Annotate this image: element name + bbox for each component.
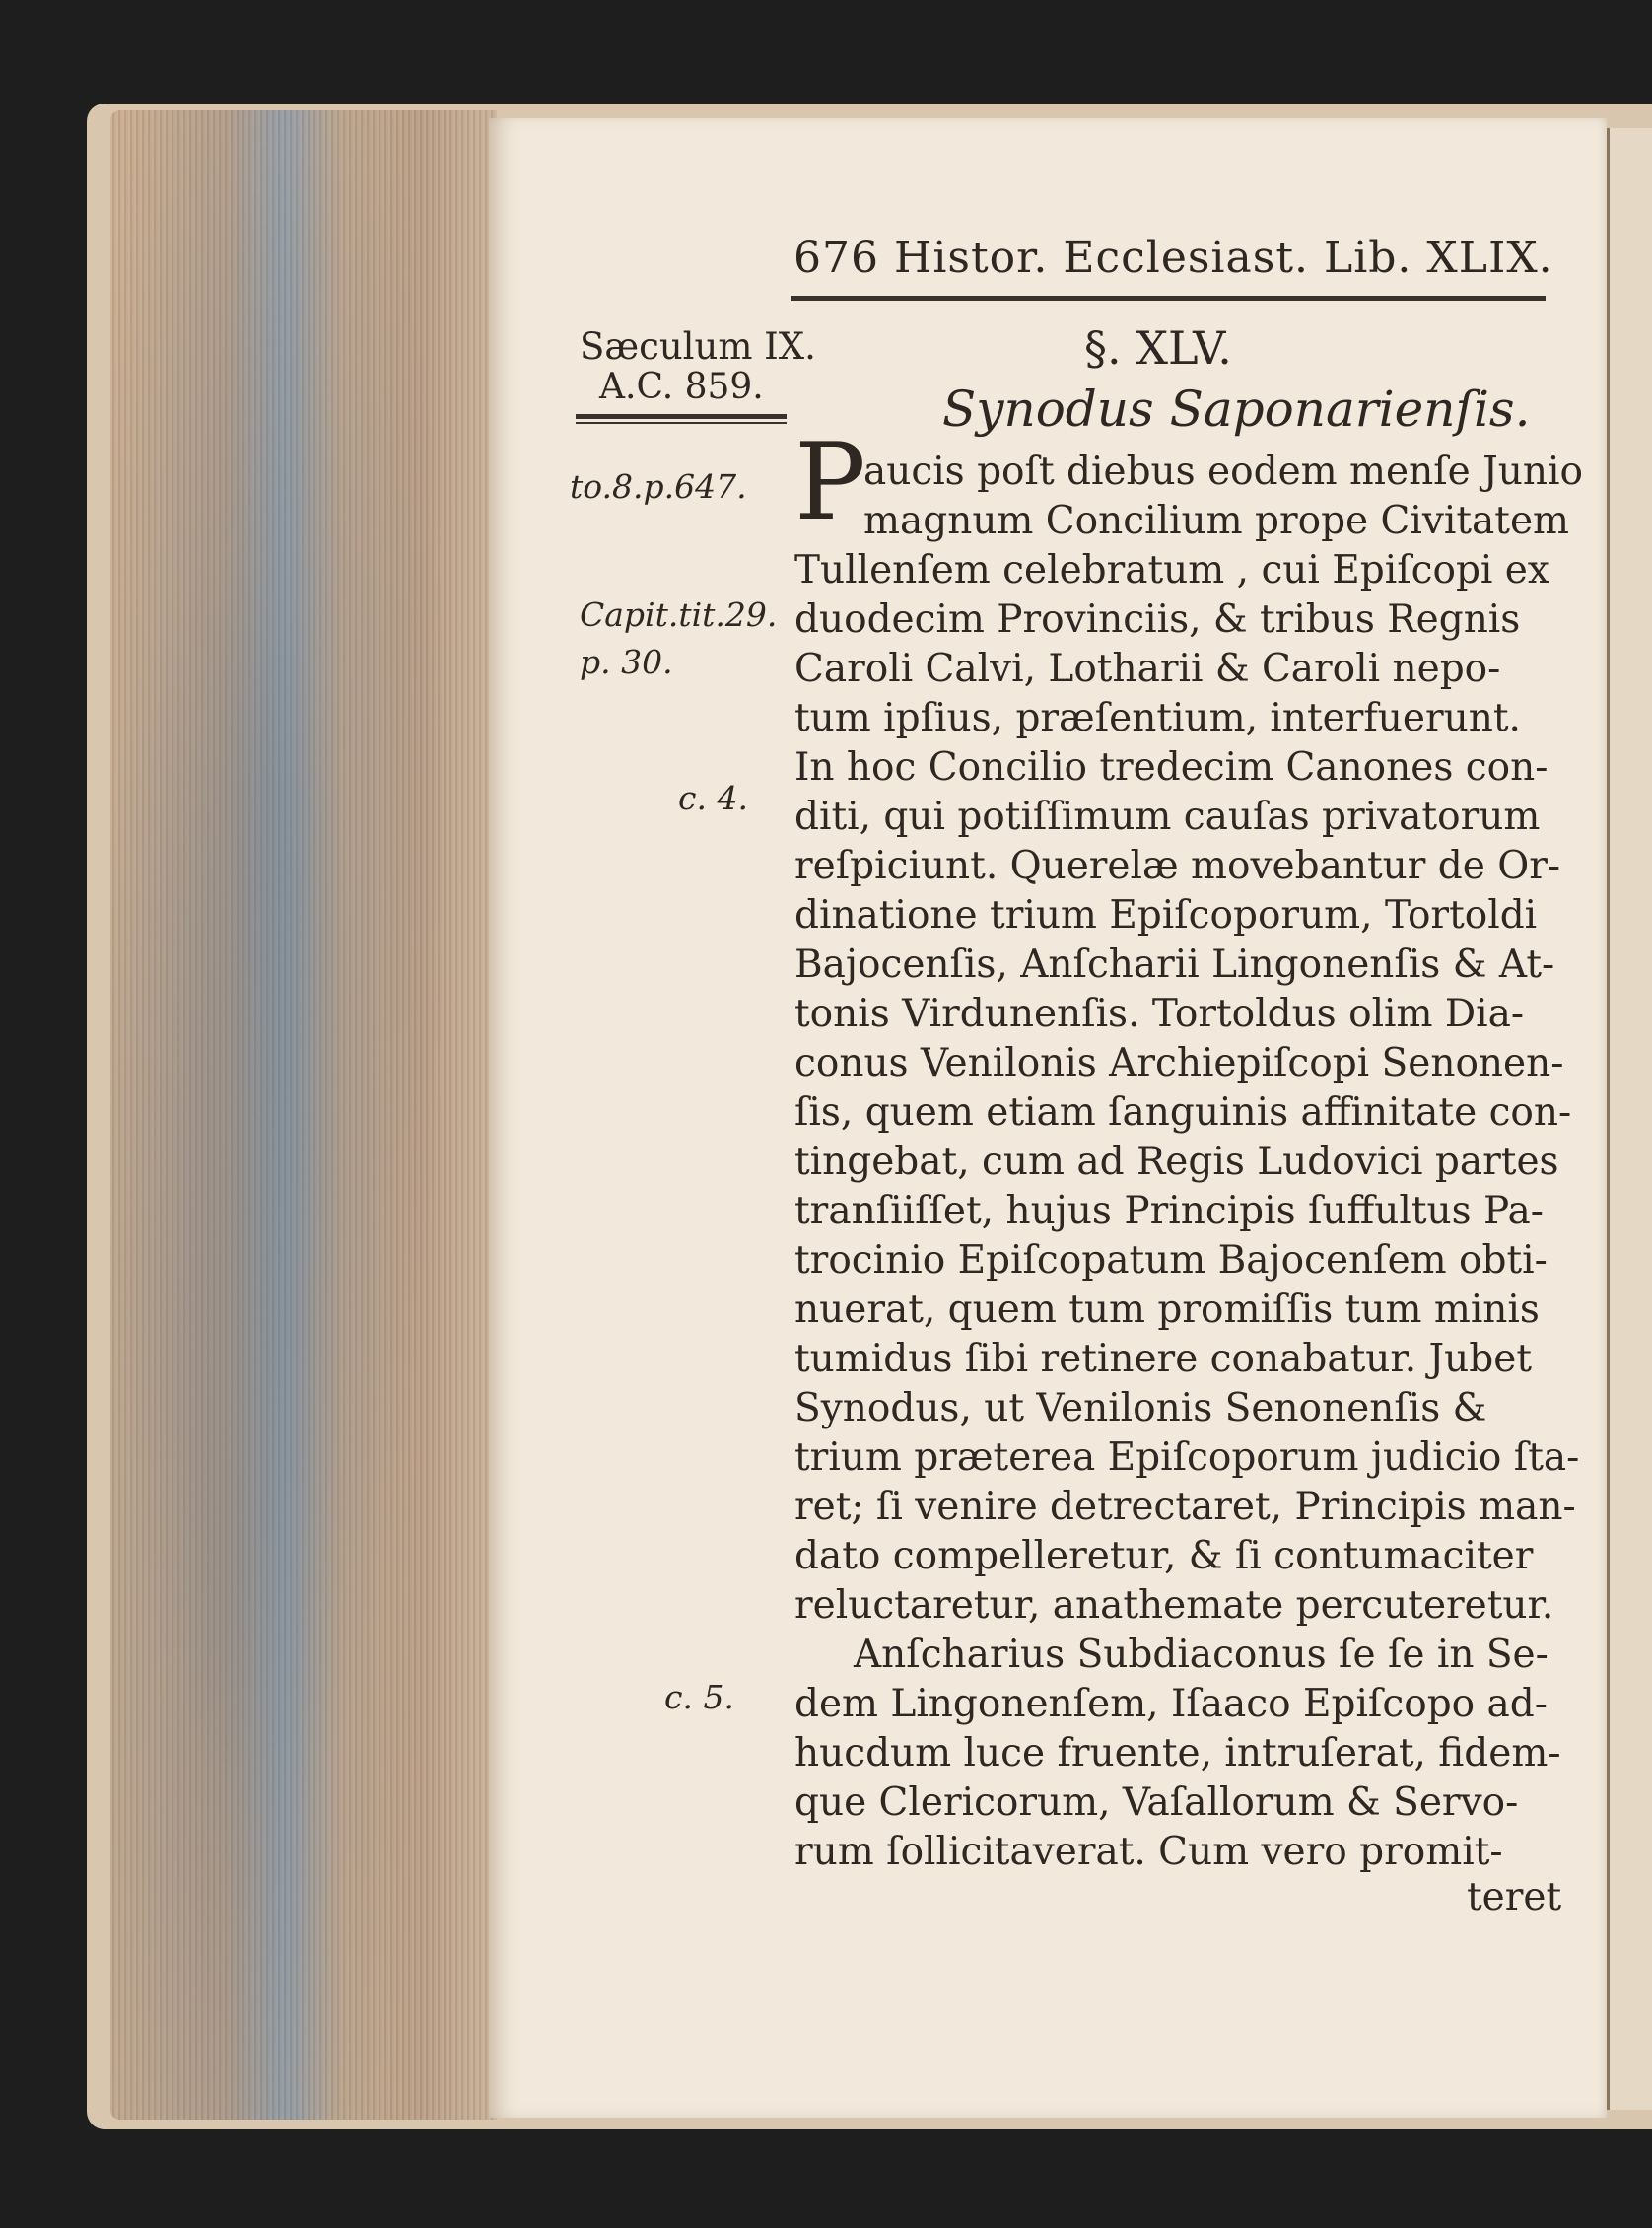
text-line: tum ipſius, præſentium, interfuerunt. bbox=[794, 696, 1521, 740]
fore-edge-marbling bbox=[110, 110, 497, 2120]
text-line: In hoc Concilio tredecim Canones con- bbox=[794, 745, 1549, 790]
text-line: conus Venilonis Archiepiſcopi Senonen- bbox=[794, 1041, 1564, 1085]
margin-rule-thin bbox=[576, 422, 787, 424]
margin-note-1: to.8.p.647. bbox=[570, 467, 747, 506]
text-line: ſis, quem etiam ſanguinis affinitate con- bbox=[794, 1090, 1572, 1135]
text-line: duodecim Provinciis, & tribus Regnis bbox=[794, 597, 1521, 642]
text-line: Caroli Calvi, Lotharii & Caroli nepo- bbox=[794, 647, 1501, 691]
text-line: diti, qui potiſſimum cauſas privatorum bbox=[794, 795, 1541, 839]
text-line: tonis Virdunenſis. Tortoldus olim Dia- bbox=[794, 992, 1525, 1036]
catchword: teret bbox=[1467, 1875, 1562, 1919]
text-line: dato compelleretur, & ſi contumaciter bbox=[794, 1534, 1534, 1578]
header-rule bbox=[791, 296, 1546, 301]
text-line: hucdum luce fruente, intruſerat, fidem- bbox=[794, 1731, 1561, 1775]
margin-year: A.C. 859. bbox=[599, 367, 764, 407]
section-title: Synodus Saponarienſis. bbox=[942, 381, 1531, 438]
margin-era: Sæculum IX. bbox=[580, 325, 816, 368]
text-line: reluctaretur, anathemate percuteretur. bbox=[794, 1583, 1554, 1628]
text-line: que Clericorum, Vaſallorum & Servo- bbox=[794, 1780, 1519, 1825]
text-line: reſpiciunt. Querelæ movebantur de Or- bbox=[794, 844, 1561, 888]
margin-note-2: Capit.tit.29. bbox=[580, 595, 778, 634]
text-line: rum ſollicitaverat. Cum vero promit- bbox=[794, 1830, 1503, 1874]
text-line: ret; ſi venire detrectaret, Principis man- bbox=[794, 1485, 1576, 1529]
text-line: tranſiiſſet, hujus Principis ſuffultus Pa- bbox=[794, 1189, 1544, 1233]
margin-rule bbox=[576, 414, 787, 419]
text-line: Tullenſem celebratum , cui Epiſcopi ex bbox=[794, 548, 1549, 592]
margin-note-4: c. 4. bbox=[678, 779, 748, 817]
text-line: Bajocenſis, Anſcharii Lingonenſis & At- bbox=[794, 942, 1555, 987]
text-line: Anſcharius Subdiaconus ſe ſe in Se- bbox=[854, 1633, 1549, 1677]
text-line: nuerat, quem tum promiſſis tum minis bbox=[794, 1288, 1540, 1332]
margin-note-5: c. 5. bbox=[664, 1678, 734, 1716]
text-line: aucis poſt diebus eodem menſe Junio bbox=[863, 450, 1583, 494]
running-header: 676 Histor. Ecclesiast. Lib. XLIX. bbox=[793, 233, 1553, 283]
text-line: tumidus ſibi retinere conabatur. Jubet bbox=[794, 1337, 1532, 1381]
text-line: magnum Concilium prope Civitatem bbox=[863, 499, 1570, 543]
drop-cap: P bbox=[794, 421, 866, 544]
text-line: trocinio Epiſcopatum Bajocenſem obti- bbox=[794, 1238, 1548, 1283]
text-line: Synodus, ut Venilonis Senonenſis & bbox=[794, 1386, 1487, 1430]
text-line: trium præterea Epiſcoporum judicio ſta- bbox=[794, 1435, 1580, 1480]
text-line: dinatione trium Epiſcoporum, Tortoldi bbox=[794, 893, 1538, 938]
text-line: dem Lingonenſem, Iſaaco Epiſcopo ad- bbox=[794, 1682, 1548, 1726]
margin-note-3: p. 30. bbox=[580, 643, 673, 681]
text-line: tingebat, cum ad Regis Ludovici partes bbox=[794, 1140, 1559, 1184]
section-number: §. XLV. bbox=[1084, 321, 1232, 375]
facing-page-edge bbox=[1607, 128, 1652, 2110]
